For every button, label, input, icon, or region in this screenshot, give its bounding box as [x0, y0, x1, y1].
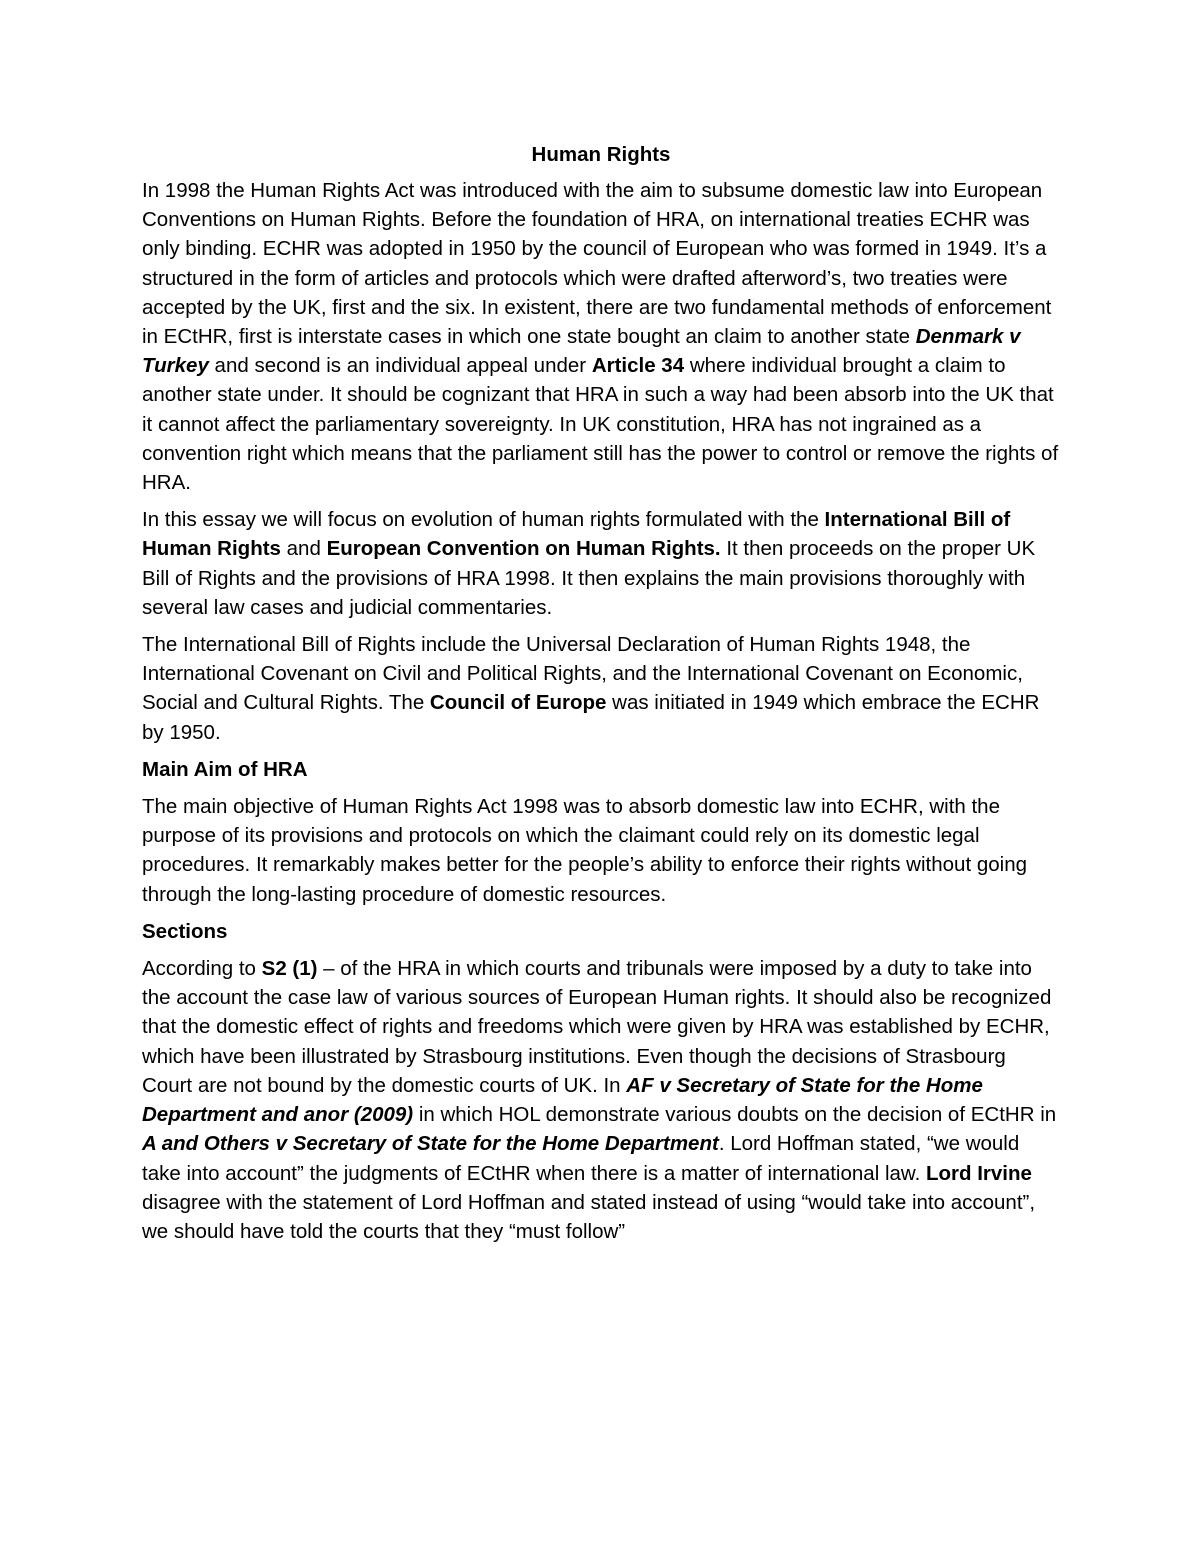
section-heading-main-aim: Main Aim of HRA	[142, 757, 308, 781]
article-reference: Article 34	[591, 354, 685, 378]
text-run: and second is an individual appeal under	[208, 354, 592, 378]
document-title: Human Rights	[531, 143, 671, 166]
paragraph-main-aim	[142, 792, 1060, 909]
text-run: . Lord Hoffman stated, “we would take into account” the judgments of ECtHR when there is a matter of international law.	[142, 1132, 1020, 1185]
paragraph-bill-of-rights	[142, 630, 1060, 747]
section-reference: S2 (1)	[261, 957, 318, 981]
bold-term: International Bill of Human Rights	[142, 508, 1011, 561]
text-run: In this essay we will focus on evolution of human rights formulated with the	[142, 508, 825, 532]
text-run: In 1998 the Human Rights Act was introduced with the aim to subsume domestic law into European Conventions on Human Rights. Before the foundation of HRA, on international treaties ECHR was only binding. ECHR was adopted in 1950 by the council of European who was formed in 1949. It’s a structured in the form of articles and protocols which were drafted afterword’s, two treaties were accepted by the UK, first and the six. In existent, there are two fundamental methods of enforcement in ECtHR, first is interstate cases in which one state bought an claim to another state	[142, 179, 1052, 349]
section-heading-sections: Sections	[142, 919, 228, 943]
paragraph-sections	[142, 954, 1060, 1246]
text-run: It then proceeds on the proper UK Bill of Rights and the provisions of HRA 1998. It then explains the main provisions thoroughly with several law cases and judicial commentaries.	[142, 537, 1036, 619]
paragraph-intro	[142, 176, 1060, 497]
paragraph-essay-focus	[142, 505, 1060, 622]
case-citation: Denmark v Turkey	[142, 325, 1021, 378]
text-run: – of the HRA in which courts and tribunals were imposed by a duty to take into the account the case law of various sources of European Human rights. It should also be recognized that the domestic effect of rights and freedoms which were given by HRA was established by ECHR, which have been illustrated by Strasbourg institutions. Even though the decisions of Strasbourg Court are not bound by the domestic courts of UK. In	[142, 957, 1052, 1097]
bold-term: Council of Europe	[429, 691, 607, 715]
text-run: and	[280, 537, 327, 561]
text-run: The International Bill of Rights include the Universal Declaration of Human Rights 1948, the International Covenant on Civil and Political Rights, and the International Covenant on Economic, Social and Cultural Rights. The	[142, 633, 1023, 715]
case-citation: AF v Secretary of State for the Home Department and anor (2009)	[142, 1073, 983, 1127]
text-run: in which HOL demonstrate various doubts on the decision of ECtHR in	[413, 1103, 1057, 1127]
bold-term: European Convention on Human Rights.	[326, 537, 721, 561]
text-run: According to	[142, 957, 262, 981]
text-run: The main objective of Human Rights Act 1998 was to absorb domestic law into ECHR, with the purpose of its provisions and protocols on which the claimant could rely on its domestic legal procedures. It remarkably makes better for the people’s ability to enforce their rights without going through the long-lasting procedure of domestic resources.	[142, 795, 1027, 906]
case-citation: A and Others v Secretary of State for the Home Department	[142, 1132, 719, 1156]
document-page	[142, 140, 1060, 1254]
bold-term: Lord Irvine	[925, 1161, 1032, 1185]
text-run: disagree with the statement of Lord Hoffman and stated instead of using “would take into account”, we should have told the courts that they “must follow”	[142, 1190, 1036, 1243]
text-run: was initiated in 1949 which embrace the ECHR by 1950.	[142, 691, 1040, 744]
text-run: where individual brought a claim to another state under. It should be cognizant that HRA in such a way had been absorb into the UK that it cannot affect the parliamentary sovereignty. In UK constitution, HRA has not ingrained as a convention right which means that the parliament still has the power to control or remove the rights of HRA.	[142, 354, 1059, 495]
